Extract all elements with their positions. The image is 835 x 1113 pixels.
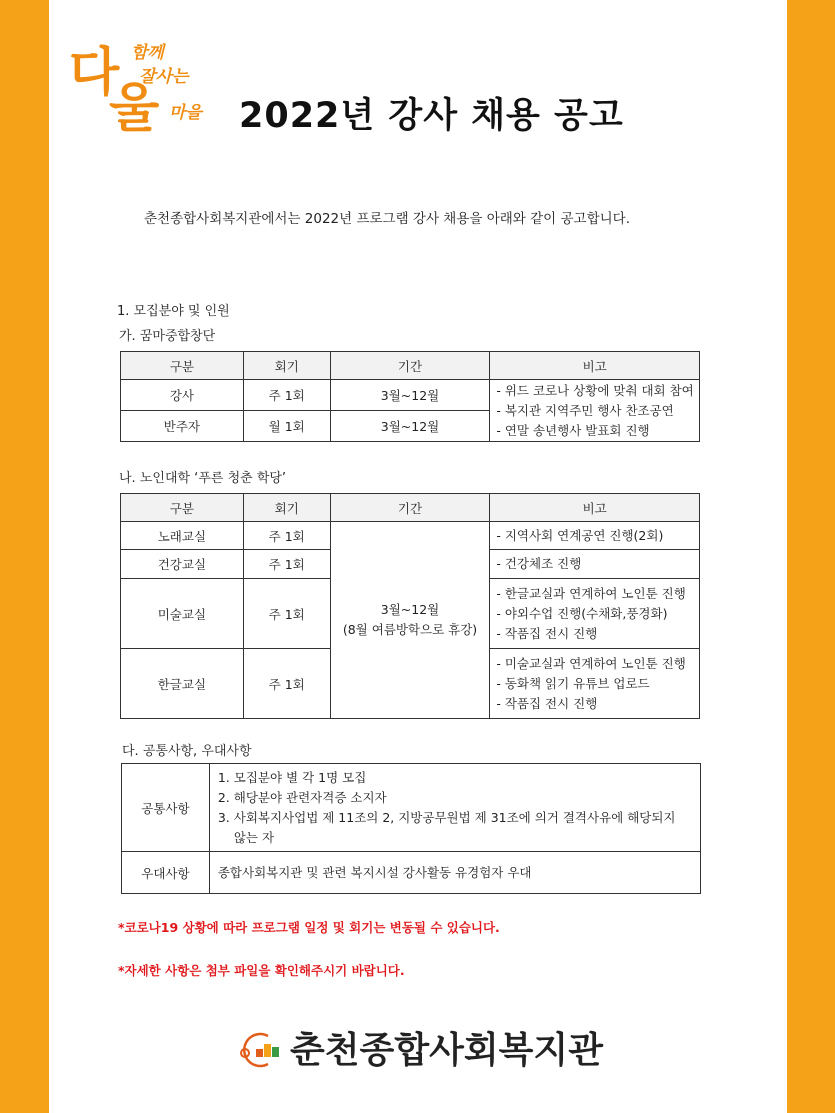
list-item: 3. 사회복지사업법 제 11조의 2, 지방공무원법 제 31조에 의거 결격사유에 해당되지 — [217, 809, 676, 825]
note-line: - 복지관 지역주민 행사 찬조공연 — [496, 402, 674, 418]
choir-header-period: 기간 — [330, 352, 490, 380]
senior-notes — [490, 522, 700, 550]
requirements-table — [121, 763, 701, 894]
list-item: 1. 모집분야 별 각 1명 모집 — [217, 769, 367, 785]
choir-category: 반주자 — [121, 411, 244, 442]
senior-category: 한글교실 — [121, 649, 244, 719]
period-line: 3월~12월 — [380, 602, 440, 617]
section-a-heading: 가. 꿈마중합창단 — [119, 329, 216, 344]
choir-category: 강사 — [121, 380, 244, 411]
notice-attachment: *자세한 사항은 첨부 파일을 확인해주시기 바랍니다. — [118, 963, 405, 978]
note-line: - 건강체조 진행 — [496, 556, 582, 571]
section-b-heading: 나. 노인대학 ‘푸른 청춘 학당’ — [119, 471, 287, 486]
logo-line1: 함께 — [131, 43, 164, 63]
list-item: 2. 해당분야 관련자격증 소지자 — [217, 789, 387, 805]
choir-table — [120, 351, 700, 442]
logo — [69, 30, 219, 139]
senior-category: 노래교실 — [121, 522, 244, 550]
senior-header-session: 회기 — [243, 494, 330, 522]
senior-header-period: 기간 — [330, 494, 490, 522]
list-item: 않는 자 — [233, 829, 275, 845]
senior-category: 미술교실 — [121, 579, 244, 649]
table-row — [122, 764, 701, 852]
senior-college-table — [120, 493, 700, 719]
intro-text: 춘천종합사회복지관에서는 2022년 프로그램 강사 채용을 아래와 같이 공고합니다. — [144, 211, 630, 227]
logo-line3: 마을 — [169, 103, 202, 123]
senior-period — [330, 522, 490, 719]
choir-header-session: 회기 — [243, 352, 330, 380]
choir-period: 3월~12월 — [330, 411, 490, 442]
choir-header-category: 구분 — [121, 352, 244, 380]
notice-covid: *코로나19 상황에 따라 프로그램 일정 및 회기는 변동될 수 있습니다. — [118, 920, 500, 935]
note-line: - 한글교실과 연계하여 노인툰 진행 — [496, 585, 686, 601]
section-c-heading: 다. 공통사항, 우대사항 — [122, 744, 252, 759]
note-line: - 위드 코로나 상황에 맞춰 대회 참여 — [496, 382, 694, 398]
note-line: - 지역사회 연계공연 진행(2회) — [496, 527, 664, 543]
logo-line2: 잘사는 — [139, 67, 189, 87]
common-label: 공통사항 — [122, 764, 210, 852]
senior-notes — [490, 579, 700, 649]
preference-label: 우대사항 — [122, 852, 210, 894]
note-line: - 야외수업 진행(수채화,풍경화) — [496, 605, 668, 621]
note-line: - 동화책 읽기 유튜브 업로드 — [496, 675, 650, 691]
senior-session: 주 1회 — [243, 579, 330, 649]
preference-text: 종합사회복지관 및 관련 복지시설 강사활동 유경험자 우대 — [209, 852, 700, 894]
choir-header-notes: 비고 — [490, 352, 700, 380]
senior-header-notes: 비고 — [490, 494, 700, 522]
page-title: 2022년 강사 채용 공고 — [239, 96, 624, 136]
senior-session: 주 1회 — [243, 522, 330, 550]
table-row — [121, 522, 700, 550]
period-line: (8월 여름방학으로 휴강) — [342, 622, 478, 637]
table-row — [121, 380, 700, 411]
note-line: - 작품집 전시 진행 — [496, 695, 598, 711]
section1-heading: 1. 모집분야 및 인원 — [117, 304, 230, 319]
choir-session: 주 1회 — [243, 380, 330, 411]
document-sheet — [49, 0, 787, 1113]
note-line: - 작품집 전시 진행 — [496, 625, 598, 641]
logo-glyph-ul: 울 — [109, 78, 160, 139]
org-logo-icon — [234, 1022, 286, 1068]
choir-notes — [490, 380, 700, 442]
choir-period: 3월~12월 — [330, 380, 490, 411]
choir-session: 월 1회 — [243, 411, 330, 442]
note-line: - 미술교실과 연계하여 노인툰 진행 — [496, 655, 686, 671]
senior-session: 주 1회 — [243, 550, 330, 579]
senior-header-category: 구분 — [121, 494, 244, 522]
table-row — [122, 852, 701, 894]
senior-notes — [490, 649, 700, 719]
common-items — [209, 764, 700, 852]
senior-session: 주 1회 — [243, 649, 330, 719]
senior-category: 건강교실 — [121, 550, 244, 579]
org-name: 춘천종합사회복지관 — [290, 1030, 603, 1071]
logo-glyph-da: 다 — [69, 42, 120, 103]
footer-org — [234, 1022, 603, 1072]
senior-notes — [490, 550, 700, 579]
note-line: - 연말 송년행사 발표회 진행 — [496, 422, 650, 438]
